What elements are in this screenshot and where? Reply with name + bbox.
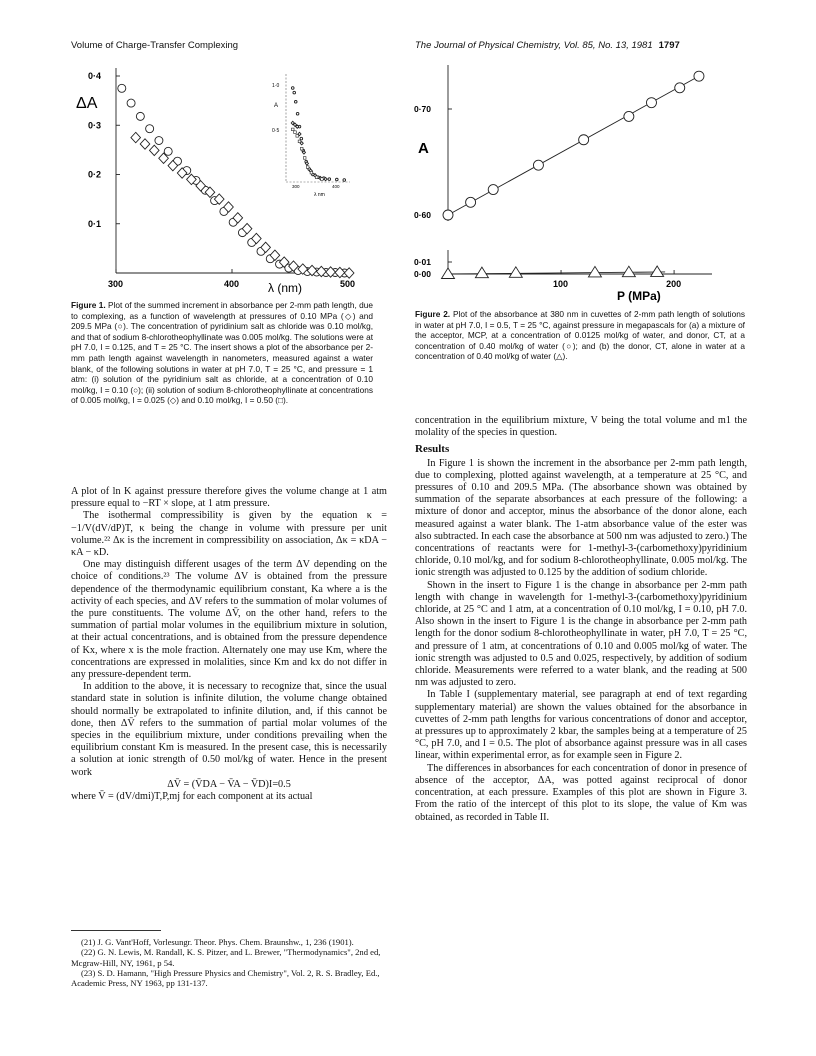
left-paragraph-2: The isothermal compressibility is given by the equation κ = −1/V(dV/dP)T, κ being the change in volume with pressure per unit volume.²² Δκ is the increment in compressibility on association, Δκ = κDA − κA − κD.: [71, 510, 387, 559]
fig1-x-tick-label: 300: [108, 279, 124, 289]
footnote-22: (22) G. N. Lewis, M. Randall, K. S. Pitzer, and L. Brewer, "Thermodynamics", 2nd ed, Mcgraw-Hill, NY, 1961, p 54.: [71, 947, 381, 968]
running-header-title: Volume of Charge-Transfer Complexing: [71, 40, 239, 51]
right-paragraph-1: In Figure 1 is shown the increment in the absorbance per 2-mm path length, due to complexing, plotted against wavelength, at a temperature at 25 °C, and pressures of 0.10 and 209.5 MPa. (The absorbance shown was obtained by summation of the separate absorbances at each pressure of the following: a mixture of donor and acceptor, minus the absorbance of the donor alone, each measured against a water blank. The 1-atm absorbance value of the ester was also subtracted. In each case the absorbance at 500 nm was adjusted to zero.) The concentrations of reactants were for 1-methyl-3-(carbomethoxy)pyridinium chloride, 0.10 mol/kg, and for sodium 8-chlorotheophyllinate, 0.005 mol/kg. The ionic strength was adjusted to 0.125 by the addition of sodium chloride.: [415, 457, 747, 579]
fig1-point-circle: [164, 147, 172, 155]
fig2-point-circle: [466, 197, 476, 207]
fig1-axes: [116, 68, 353, 273]
inset-point-circle: [296, 112, 299, 115]
fig2-point-circle: [624, 111, 634, 121]
right-column-body: [415, 415, 747, 824]
fig2-point-triangle: [442, 268, 455, 279]
inset-point-square: [298, 140, 301, 143]
right-paragraph-4: The differences in absorbances for each concentration of donor in presence of absence of the acceptor, ΔA, was potted against reciprocal of donor concentration, at each pressure. Examples of this plot are shown in Figure 3. From the ratio of the intercept of this plot to its slope, the value of Km was obtained, as recorded in Table II.: [415, 762, 747, 823]
inset-y-tick-mid: 0·5: [272, 128, 280, 134]
figure-1-caption: [71, 300, 373, 406]
fig2-point-circle: [646, 98, 656, 108]
running-header-journal: [415, 40, 680, 51]
figure-2-caption: [415, 309, 745, 362]
fig2-point-circle: [579, 135, 589, 145]
inset-point-square: [300, 147, 303, 150]
inset-point-square: [303, 157, 306, 160]
inset-x-label: λ nm: [314, 192, 325, 198]
inset-point-square: [315, 176, 318, 179]
fig2-fit-line-mixture: [448, 76, 699, 215]
inset-point-square: [291, 128, 294, 131]
page-number: 1797: [658, 40, 680, 51]
inset-point-circle: [291, 87, 294, 90]
left-paragraph-3: One may distinguish different usages of the term ΔV depending on the choice of conditions.²³ The volume ΔV is obtained from the pressure dependence of the thermodynamic equilibrium constant, Ka where a is the activity of each species, and ΔV refers to the summation of molar volumes of the pure constituents. The volume ΔV̄, on the other hand, refers to the summation of partial molar volumes in the equilibrium mixture in solution, at their actual concentrations, and is obtained from the pressure dependence of Kx, where x is the mole fraction. Alternately one may use Km, where the concentrations are expressed in molalities, since Km and kx do not differ in any pressure-dependent term.: [71, 559, 387, 681]
fig1-point-diamond: [140, 139, 150, 149]
right-intro: concentration in the equilibrium mixture, V being the total volume and m1 the molality of the species in question.: [415, 415, 747, 439]
fig2-point-triangle: [588, 266, 601, 277]
fig1-caption-text: Plot of the summed increment in absorbance per 2-mm path length, due to complexing, as a function of wavelength at pressures of 0.10 MPa (◇) and 209.5 MPa (○). The concentration of pyridinium salt as chloride was 0.10 mol/kg, and that of sodium 8-chlorotheophyllinate was 0.005 mol/kg. The solutions were at pH 7.0, I = 0.125, and T = 25 °C. The insert shows a plot of the absorbance per 2-mm path length against wavelength in nanometers, measured against a water blank, of the following solutions in water at pH 7.0, T = 25 °C, and pressure = 1 atm: (i) solution of the pyridinium salt as chloride, at a concentration of 0.10 mol/kg, I = 0.10 (○); (ii) solution of sodium 8-chlorotheophyllinate at concentrations of 0.005 mol/kg, I = 0.025 (◇) and 0.10 mol/kg, I = 0.50 (□).: [71, 300, 374, 406]
fig1-y-tick-label: 0·3: [88, 120, 102, 131]
fig1-point-circle: [136, 112, 144, 120]
footnote-rule: [71, 930, 161, 931]
fig2-y-tick-label: 0·01: [414, 257, 432, 267]
inset-point-circle: [293, 91, 296, 94]
fig2-point-circle: [533, 160, 543, 170]
inset-point-circle: [343, 179, 346, 182]
fig2-point-circle: [675, 83, 685, 93]
fig1-point-diamond: [131, 132, 141, 142]
inset-point-square: [310, 171, 313, 174]
fig1-point-circle: [155, 137, 163, 145]
fig1-x-tick-label: 500: [340, 279, 356, 289]
fig2-axes: [448, 65, 712, 274]
fig2-point-circle: [488, 185, 498, 195]
journal-citation: The Journal of Physical Chemistry, Vol. 85, No. 13, 1981: [415, 40, 653, 51]
inset-point-circle: [328, 178, 331, 181]
fig1-point-circle: [146, 125, 154, 133]
inset-x-tick-400: 400: [332, 184, 340, 189]
inset-y-label: A: [274, 103, 279, 109]
fig2-y-tick-label: 0·00: [414, 269, 432, 279]
fig2-x-tick-label: 100: [553, 279, 569, 289]
fig2-y-tick-label: 0·60: [414, 210, 432, 220]
fig2-point-triangle: [475, 267, 488, 278]
left-paragraph-1: A plot of ln K against pressure therefore gives the volume change at 1 atm pressure equal to −RT × slope, at 1 atm pressure.: [71, 486, 387, 510]
inset-data-marks: [291, 87, 345, 182]
inset-x-tick-300: 300: [292, 184, 300, 189]
inset-point-circle: [336, 178, 339, 181]
fig1-data-marks: [118, 84, 354, 278]
fig2-y-axis-label: A: [418, 140, 429, 157]
fig1-point-circle: [118, 84, 126, 92]
fig1-point-circle: [127, 99, 135, 107]
fig1-x-tick-label: 400: [224, 279, 240, 289]
fig2-x-tick-label: 200: [666, 279, 682, 289]
fig1-caption-label: Figure 1.: [71, 300, 106, 310]
left-paragraph-tail: where V̄ = (dV/dmi)T,P,mj for each component at its actual: [71, 791, 313, 803]
fig2-data-marks: [442, 71, 704, 278]
fig2-point-triangle: [651, 266, 664, 277]
fig2-point-circle: [443, 210, 453, 220]
fig1-inset: [272, 74, 350, 198]
equation: ΔV̄ = (V̄DA − V̄A − V̄D)I=0.5: [167, 778, 291, 790]
fig1-y-tick-label: 0·4: [88, 71, 102, 81]
figure-2-chart: [412, 55, 722, 305]
fig1-y-axis-label: ΔA: [76, 95, 98, 112]
fig2-point-circle: [694, 71, 704, 81]
inset-point-square: [321, 178, 324, 181]
fig2-point-triangle: [622, 266, 635, 277]
fig1-point-diamond: [149, 145, 159, 155]
fig2-caption-text: Plot of the absorbance at 380 nm in cuvettes of 2-mm path length of solutions in water at pH 7.0, I = 0.5, T = 25 °C, against pressure in megapascals for (a) a mixture of the acceptor, MCP, at a concentration of 0.0125 mol/kg of water, and donor, CT, at a concentration of 0.40 mol/kg of water (○); and (b) the donor, CT, alone in water at a concentration of 0.40 mol/kg of water (△).: [415, 309, 745, 362]
left-column-body: [71, 486, 387, 803]
fig1-y-tick-label: 0·2: [88, 169, 102, 180]
fig2-y-ticks: [414, 104, 452, 279]
fig2-point-triangle: [509, 267, 522, 278]
inset-point-square: [294, 131, 297, 134]
inset-point-circle: [300, 137, 303, 140]
inset-point-circle: [294, 101, 297, 104]
fig1-y-tick-label: 0·1: [88, 218, 102, 229]
right-paragraph-2: Shown in the insert to Figure 1 is the change in absorbance per 2-mm path length with change in wavelength for 1-methyl-3-(carbomethoxy)pyridinium chloride, at 25 °C and 1 atm, at a concentration of 0.10 mol/kg, I = 0.10, pH 7.0. Also shown in the insert to Figure 1 is the change in absorbance per 2-mm path length for the donor sodium 8-chlorotheophyllinate in water, pH 7.0, T = 25 °C, and pressure of 1 atm, at concentrations of 0.10 and 0.005 mol/kg of water. The ionic strength was adjusted to 0.5 and 0.025, respectively, by addition of sodium chloride. Measurements were referred to a water blank, and the reading at 500 nm was adjusted to zero.: [415, 579, 747, 689]
left-paragraph-4: In addition to the above, it is necessary to recognize that, since the usual standard state in solution is infinite dilution, the volume change obtained should normally be extrapolated to infinite dilution, and, if this cannot be done, then ΔV̄ refers to the summation of partial molar volumes of the species in the equilibrium mixture, under conditions prevailing when the equilibrium constant Km is measured. In the present case, this is necessarily a solution at ionic strength of 0.50 mol/kg of water. Hence in the present work: [71, 681, 387, 778]
footnote-21: (21) J. G. Vant'Hoff, Vorlesungr. Theor. Phys. Chem. Braunshw., 1, 236 (1901).: [81, 937, 354, 947]
results-heading: Results: [415, 443, 450, 456]
fig2-caption-label: Figure 2.: [415, 309, 451, 319]
footnote-23: (23) S. D. Hamann, "High Pressure Physics and Chemistry", Vol. 2, R. S. Bradley, Ed., Academic Press, NY 1963, pp 131-137.: [71, 967, 380, 989]
inset-y-tick-top: 1·0: [272, 83, 280, 89]
right-paragraph-3: In Table I (supplementary material, see paragraph at end of text regarding supplementary material) are shown the values obtained for the absorbance in cuvettes of 2-mm path lengths for various concentrations of donor and acceptor, at pressures up to approximately 2 kbar, the samples being at a temperature of 25 °C, pH 7.0, and I = 0.5. The plot of absorbance against pressure was in all cases linear, within experimental error, as for example seen in Figure 2.: [415, 689, 747, 762]
inset-point-square: [296, 135, 299, 138]
inset-point-square: [306, 166, 309, 169]
fig2-y-tick-label: 0·70: [414, 104, 432, 114]
fig2-x-axis-label: P (MPa): [617, 289, 661, 303]
footnotes: [71, 937, 387, 988]
figure-1-chart: [68, 60, 358, 295]
fig1-x-axis-label: λ (nm): [268, 281, 302, 295]
